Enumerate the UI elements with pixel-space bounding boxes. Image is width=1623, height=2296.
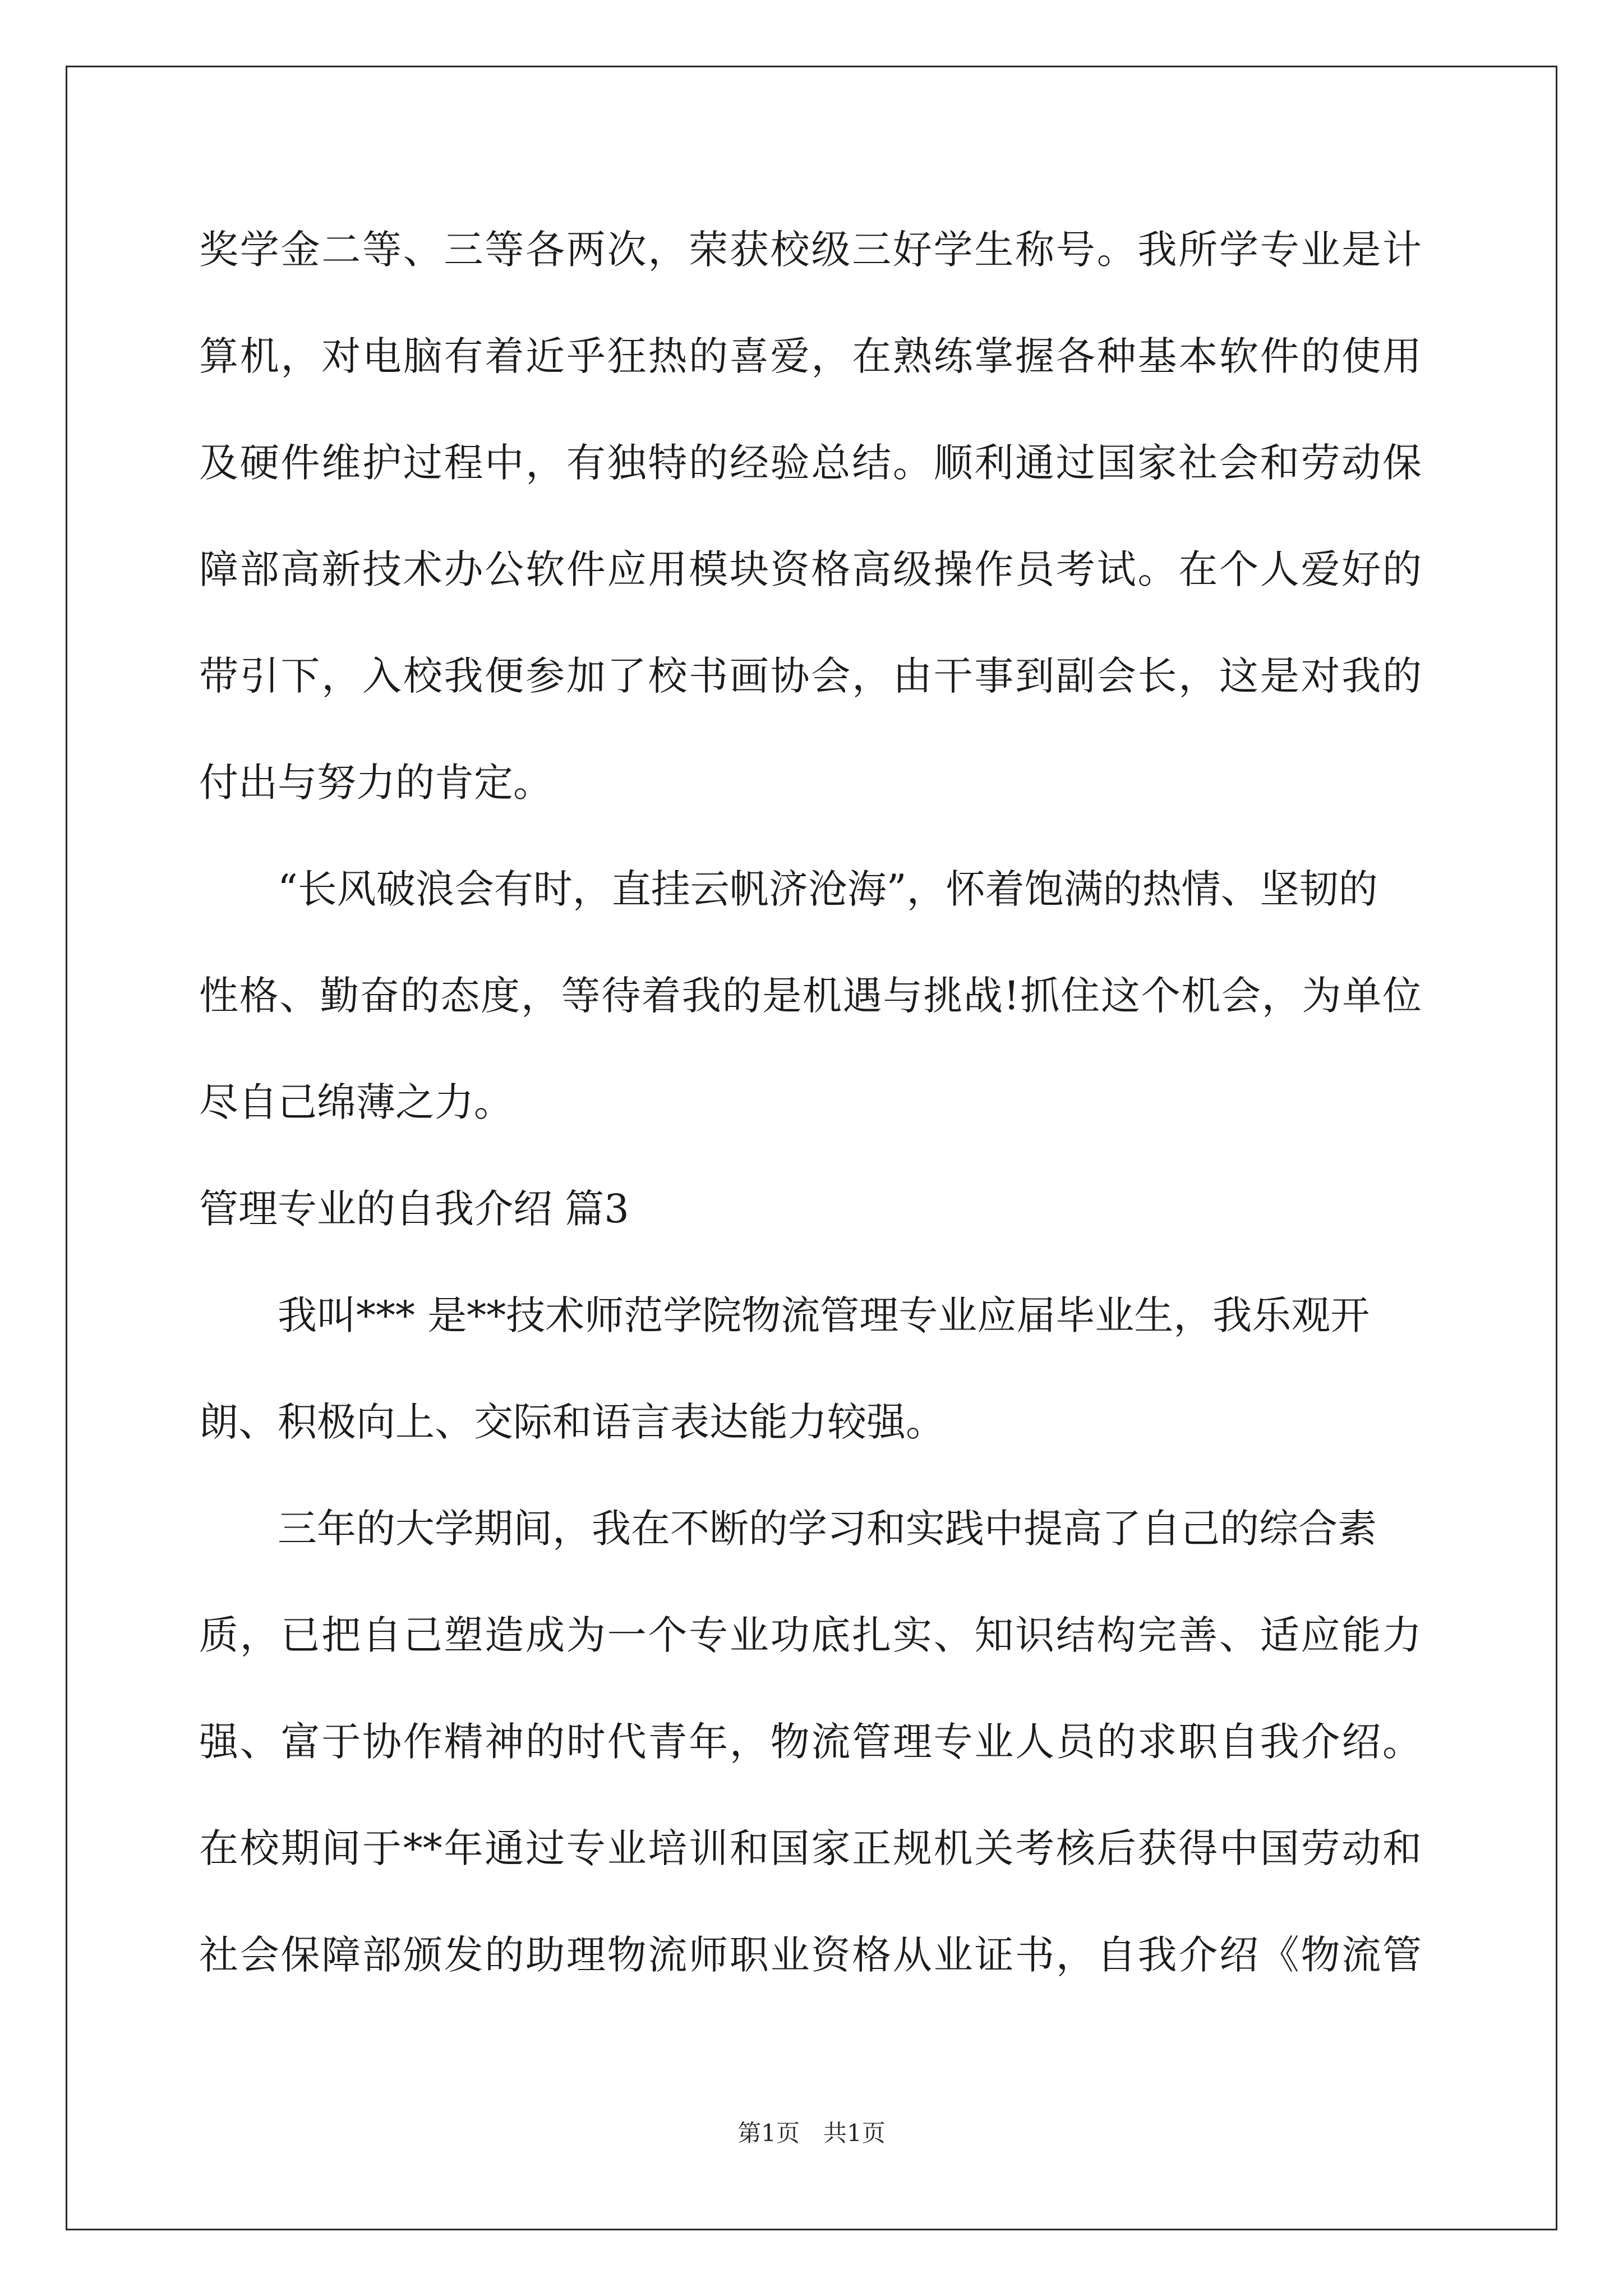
- text-line: 在校期间于**年通过专业培训和国家正规机关考核后获得中国劳动和: [199, 1825, 1422, 1871]
- text-line: 付出与努力的肯定。: [199, 760, 552, 806]
- text-line: 质，已把自己塑造成为一个专业功底扎实、知识结构完善、适应能力: [199, 1612, 1422, 1658]
- text-line: 障部高新技术办公软件应用模块资格高级操作员考试。在个人爱好的: [199, 546, 1422, 592]
- text-line: 算机，对电脑有着近乎狂热的喜爱，在熟练掌握各种基本软件的使用: [199, 333, 1422, 379]
- text-line: 带引下，入校我便参加了校书画协会，由干事到副会长，这是对我的: [199, 653, 1422, 699]
- text-line: 朗、积极向上、交际和语言表达能力较强。: [199, 1399, 945, 1445]
- paragraph-first-line: 三年的大学期间，我在不断的学习和实践中提高了自己的综合素: [278, 1506, 1377, 1552]
- text-line: 及硬件维护过程中，有独特的经验总结。顺利通过国家社会和劳动保: [199, 440, 1422, 486]
- text-line: 奖学金二等、三等各两次，荣获校级三好学生称号。我所学专业是计: [199, 227, 1422, 273]
- text-line: 性格、勤奋的态度，等待着我的是机遇与挑战!抓住这个机会，为单位: [199, 973, 1422, 1019]
- document-body: [199, 216, 1422, 2028]
- paragraph-first-line: 我叫*** 是**技术师范学院物流管理专业应届毕业生，我乐观开: [278, 1292, 1370, 1338]
- page-number-footer: 第1页 共1页: [737, 2119, 886, 2147]
- text-line: 尽自己绵薄之力。: [199, 1079, 513, 1125]
- paragraph-first-line: “长风破浪会有时，直挂云帆济沧海”，怀着饱满的热情、坚韧的: [278, 866, 1378, 912]
- text-line: 社会保障部颁发的助理物流师职业资格从业证书，自我介绍《物流管: [199, 1932, 1422, 1978]
- text-line: 强、富于协作精神的时代青年，物流管理专业人员的求职自我介绍。: [199, 1719, 1422, 1765]
- section-heading: 管理专业的自我介绍 篇3: [199, 1186, 629, 1232]
